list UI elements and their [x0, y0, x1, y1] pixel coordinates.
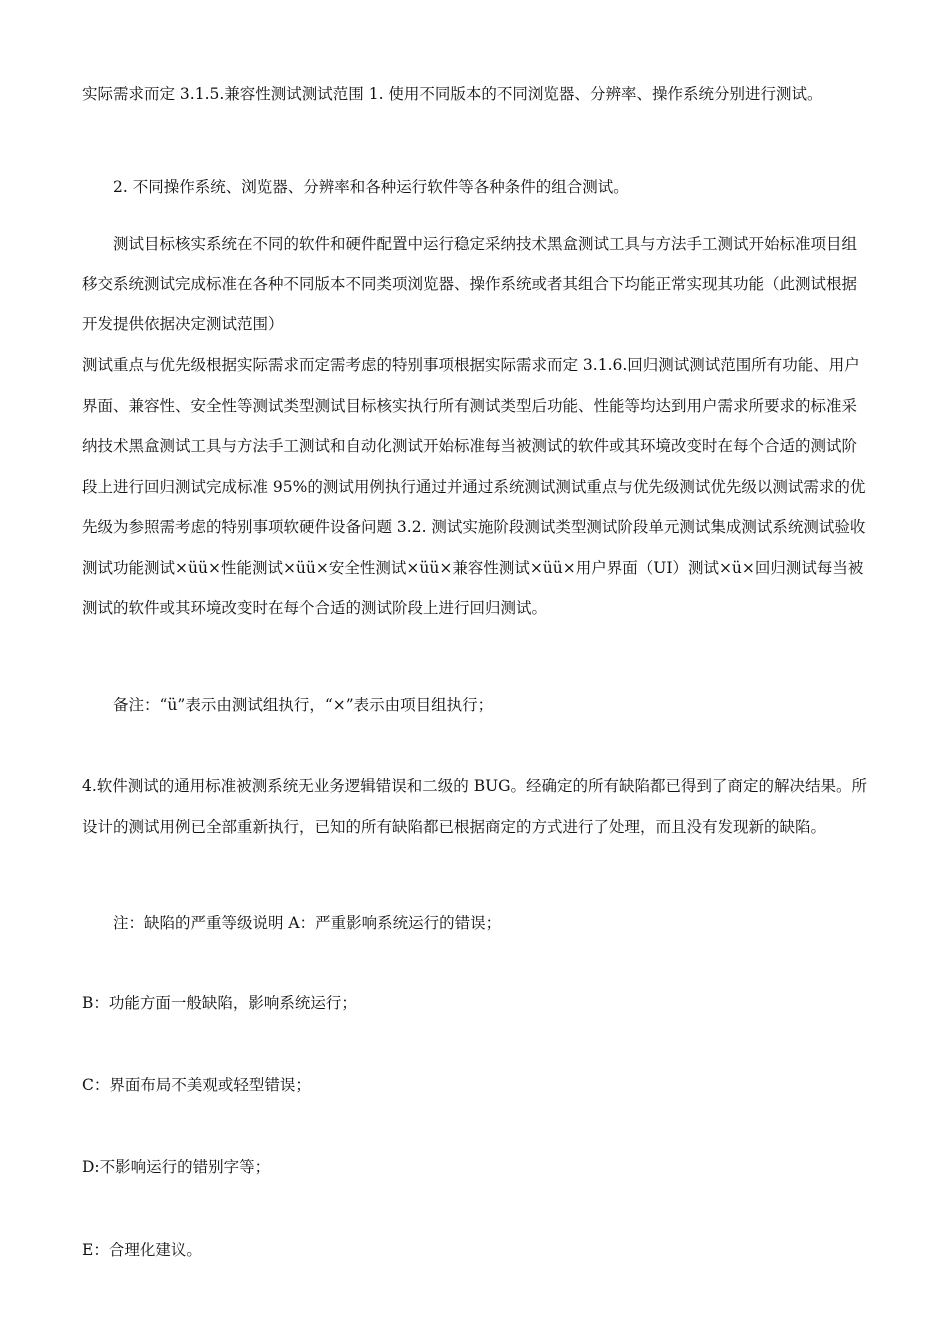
- paragraph-severity-note: 注：缺陷的严重等级说明 A：严重影响系统运行的错误；: [113, 914, 502, 932]
- paragraph-severity-e: E：合理化建议。: [82, 1241, 202, 1259]
- paragraph-compatibility-scope: 实际需求而定 3.1.5.兼容性测试测试范围 1. 使用不同版本的不同浏览器、分辨率、操作系统分别进行测试。: [82, 85, 823, 103]
- paragraph-combination-test: 2. 不同操作系统、浏览器、分辨率和各种运行软件等各种条件的组合测试。: [113, 178, 629, 196]
- paragraph-compatibility-goal: 测试目标核实系统在不同的软件和硬件配置中运行稳定采纳技术黑盒测试工具与方法手工测试开始标准项目组移交系统测试完成标准在各种不同版本不同类项浏览器、操作系统或者其组合下均能正常实现其功能（此测试根据开发提供依据决定测试范围）: [82, 235, 858, 333]
- paragraph-severity-c: C：界面布局不美观或轻型错误；: [82, 1076, 311, 1094]
- paragraph-regression-test: 测试重点与优先级根据实际需求而定需考虑的特别事项根据实际需求而定 3.1.6.回归测试测试范围所有功能、用户界面、兼容性、安全性等测试类型测试目标核实执行所有测试类型后功能、性能等均达到用户需求所要求的标准采纳技术黑盒测试工具与方法手工测试和自动化测试开始标准每当被测试的软件或其环境改变时在每个合适的测试阶段上进行回归测试完成标准 95%的测试用例执行通过并通过系统测试测试重点与优先级测试优先级以测试需求的优先级为参照需考虑的特别事项软硬件设备问题 3.2. 测试实施阶段测试类型测试阶段单元测试集成测试系统测试验收测试功能测试×üü×性能测试×üü×安全性测试×üü×兼容性测试×üü×用户界面（UI）测试×ü×回归测试每当被测试的软件或其环境改变时在每个合适的测试阶段上进行回归测试。: [82, 356, 866, 617]
- paragraph-severity-b: B：功能方面一般缺陷，影响系统运行；: [82, 994, 357, 1012]
- paragraph-general-standard: 4.软件测试的通用标准被测系统无业务逻辑错误和二级的 BUG。经确定的所有缺陷都已得到了商定的解决结果。所设计的测试用例已全部重新执行，已知的所有缺陷都已根据商定的方式进行了处理，而且没有发现新的缺陷。: [82, 777, 868, 836]
- paragraph-remark: 备注：“ü”表示由测试组执行，“×”表示由项目组执行；: [113, 696, 494, 714]
- paragraph-severity-d: D:不影响运行的错别字等；: [82, 1158, 271, 1176]
